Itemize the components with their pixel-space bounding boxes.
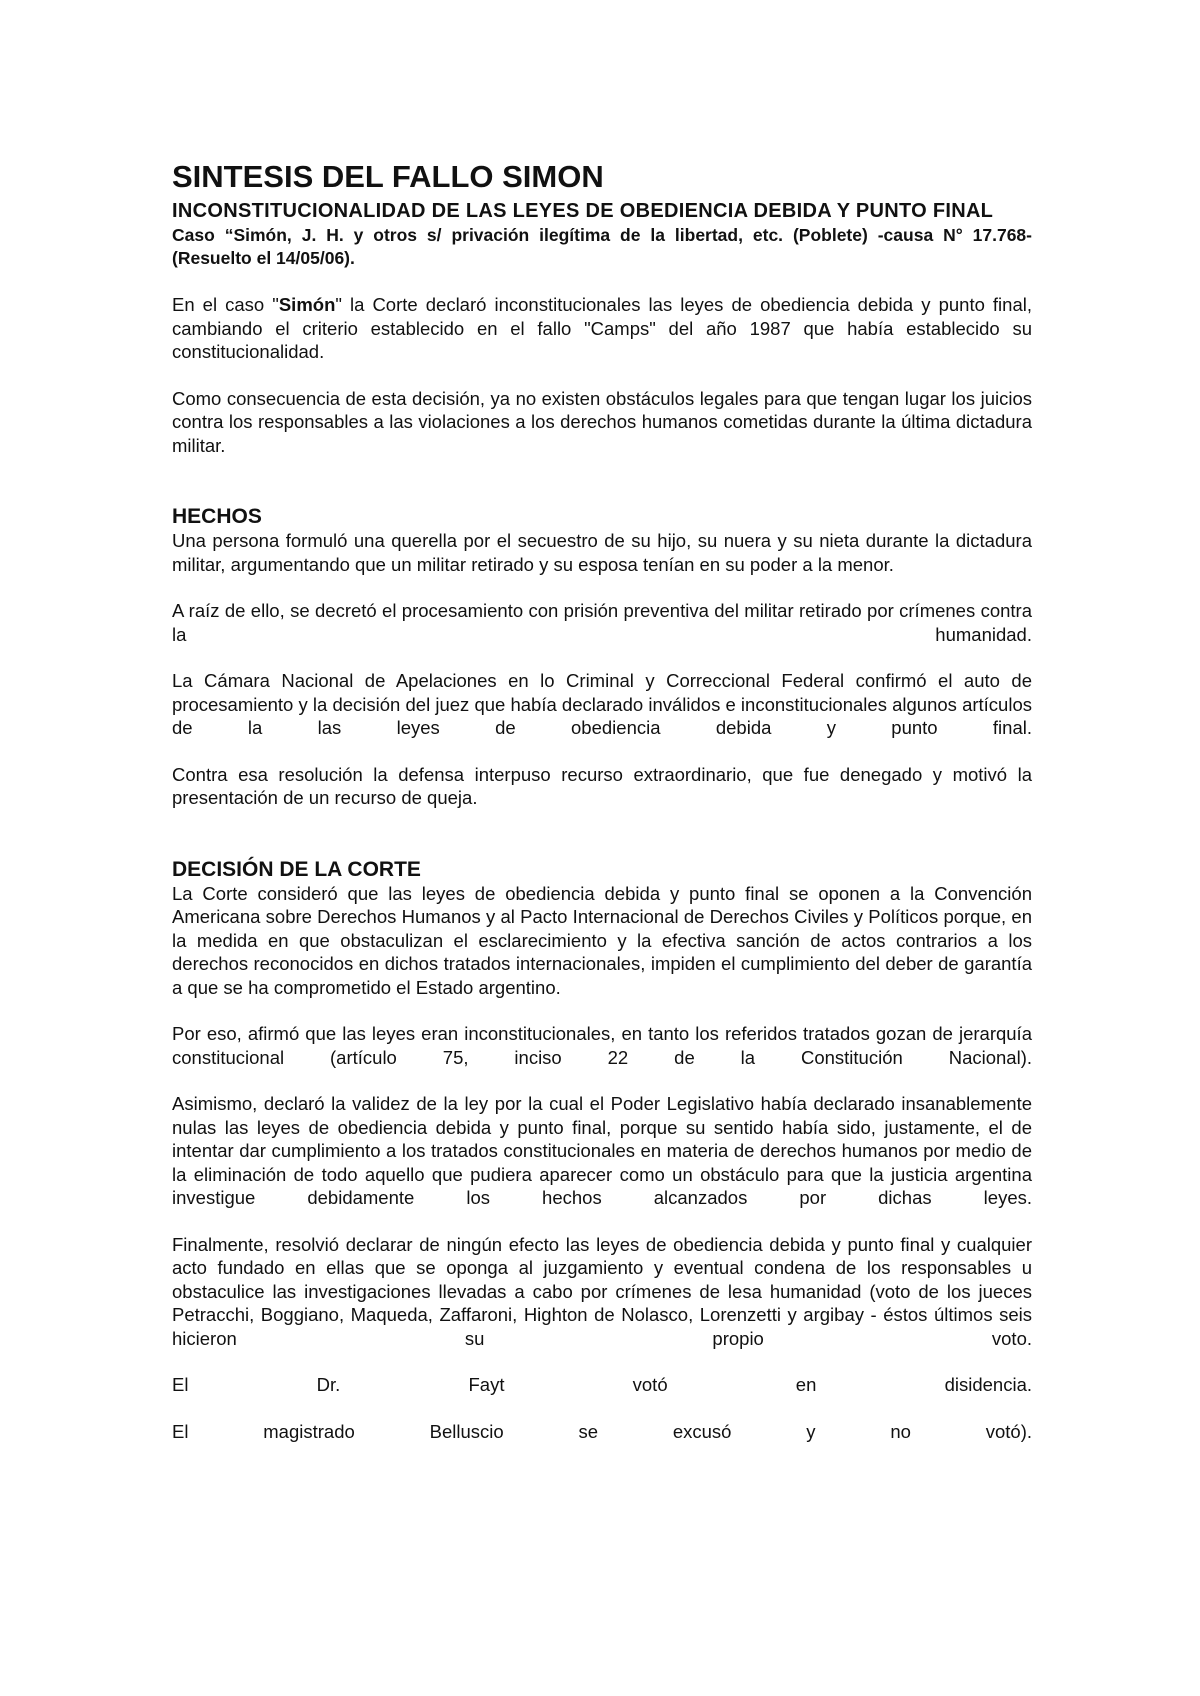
spacer: [172, 810, 1032, 857]
intro-text-after: " la Corte declaró inconstitucionales las leyes de obediencia debida y punto final, cambiando el criterio establecido en el fallo "Camps" del año 1987 que había establecido su constitucionalidad.: [172, 294, 1032, 362]
decision-paragraph-2: Por eso, afirmó que las leyes eran inconstitucionales, en tanto los referidos tratados gozan de jerarquía constitucional (artículo 75, inciso 22 de la Constitución Nacional).: [172, 1023, 1032, 1068]
spacer: [172, 364, 1032, 387]
spacer: [172, 270, 1032, 293]
document-title: SINTESIS DEL FALLO SIMON: [172, 159, 604, 194]
hechos-paragraph-4: Contra esa resolución la defensa interpuso recurso extraordinario, que fue denegado y motivó la presentación de un recurso de queja.: [172, 763, 1032, 808]
document-subtitle: INCONSTITUCIONALIDAD DE LAS LEYES DE OBEDIENCIA DEBIDA Y PUNTO FINAL: [172, 200, 994, 222]
spacer: [172, 1069, 1032, 1092]
intro-paragraph-2: Como consecuencia de esta decisión, ya no existen obstáculos legales para que tengan lugar los juicios contra los responsables a las violaciones a los derechos humanos cometidas durante la última dictadura militar.: [172, 387, 1032, 456]
spacer: [172, 576, 1032, 599]
decision-paragraph-1: La Corte consideró que las leyes de obediencia debida y punto final se oponen a la Convención Americana sobre Derechos Humanos y al Pacto Internacional de Derechos Civiles y Políticos porque, en la medida en que obstaculizan el esclarecimiento y la efectiva sanción de actos contrarios a los derechos reconocidos en dichos tratados internacionales, impiden el cumplimiento del deber de garantía a que se ha comprometido el Estado argentino.: [172, 882, 1032, 998]
decision-paragraph-6: El magistrado Belluscio se excusó y no votó).: [172, 1420, 1032, 1442]
spacer: [172, 1397, 1032, 1420]
spacer: [172, 646, 1032, 669]
section-heading-hechos: HECHOS: [172, 505, 262, 528]
decision-paragraph-5: El Dr. Fayt votó en disidencia.: [172, 1374, 1032, 1395]
document-page: [172, 158, 1032, 1443]
intro-paragraph-1: [172, 293, 1032, 364]
decision-paragraph-4: Finalmente, resolvió declarar de ningún efecto las leyes de obediencia debida y punto final y cualquier acto fundado en ellas que se oponga al juzgamiento y eventual condena de los responsables u obstaculice las investigaciones llevadas a cabo por crímenes de lesa humanidad (voto de los jueces Petracchi, Boggiano, Maqueda, Zaffaroni, Highton de Nolasco, Lorenzetti y argibay - éstos últimos seis hicieron su propio voto.: [172, 1233, 1032, 1349]
spacer: [172, 740, 1032, 763]
section-heading-decision: DECISIÓN DE LA CORTE: [172, 857, 421, 881]
intro-text-before: En el caso ": [172, 294, 279, 315]
hechos-paragraph-2: A raíz de ello, se decretó el procesamiento con prisión preventiva del militar retirado por crímenes contra la humanidad.: [172, 600, 1032, 645]
hechos-paragraph-1: Una persona formuló una querella por el secuestro de su hijo, su nuera y su nieta durante la dictadura militar, argumentando que un militar retirado y su esposa tenían en su poder a la menor.: [172, 530, 1032, 575]
spacer: [172, 999, 1032, 1022]
hechos-paragraph-3: La Cámara Nacional de Apelaciones en lo Criminal y Correccional Federal confirmó el auto de procesamiento y la decisión del juez que había declarado inválidos e inconstitucionales algunos artículos de la las leyes de obediencia debida y punto final.: [172, 670, 1032, 738]
case-name-bold: Simón: [278, 294, 336, 315]
decision-paragraph-3: Asimismo, declaró la validez de la ley por la cual el Poder Legislativo había declarado insanablemente nulas las leyes de obediencia debida y punto final, porque su sentido había sido, justamente, el de intentar dar cumplimiento a los tratados constitucionales en materia de derechos humanos por medio de la eliminación de todo aquello que pudiera aparecer como un obstáculo para que la justicia argentina investigue debidamente los hechos alcanzados por dichas leyes.: [172, 1093, 1032, 1208]
case-reference: Caso “Simón, J. H. y otros s/ privación ilegítima de la libertad, etc. (Poblete) -causa N° 17.768- (Resuelto el 14/05/06).: [172, 225, 1032, 268]
spacer: [172, 457, 1032, 504]
spacer: [172, 1210, 1032, 1233]
spacer: [172, 1350, 1032, 1373]
